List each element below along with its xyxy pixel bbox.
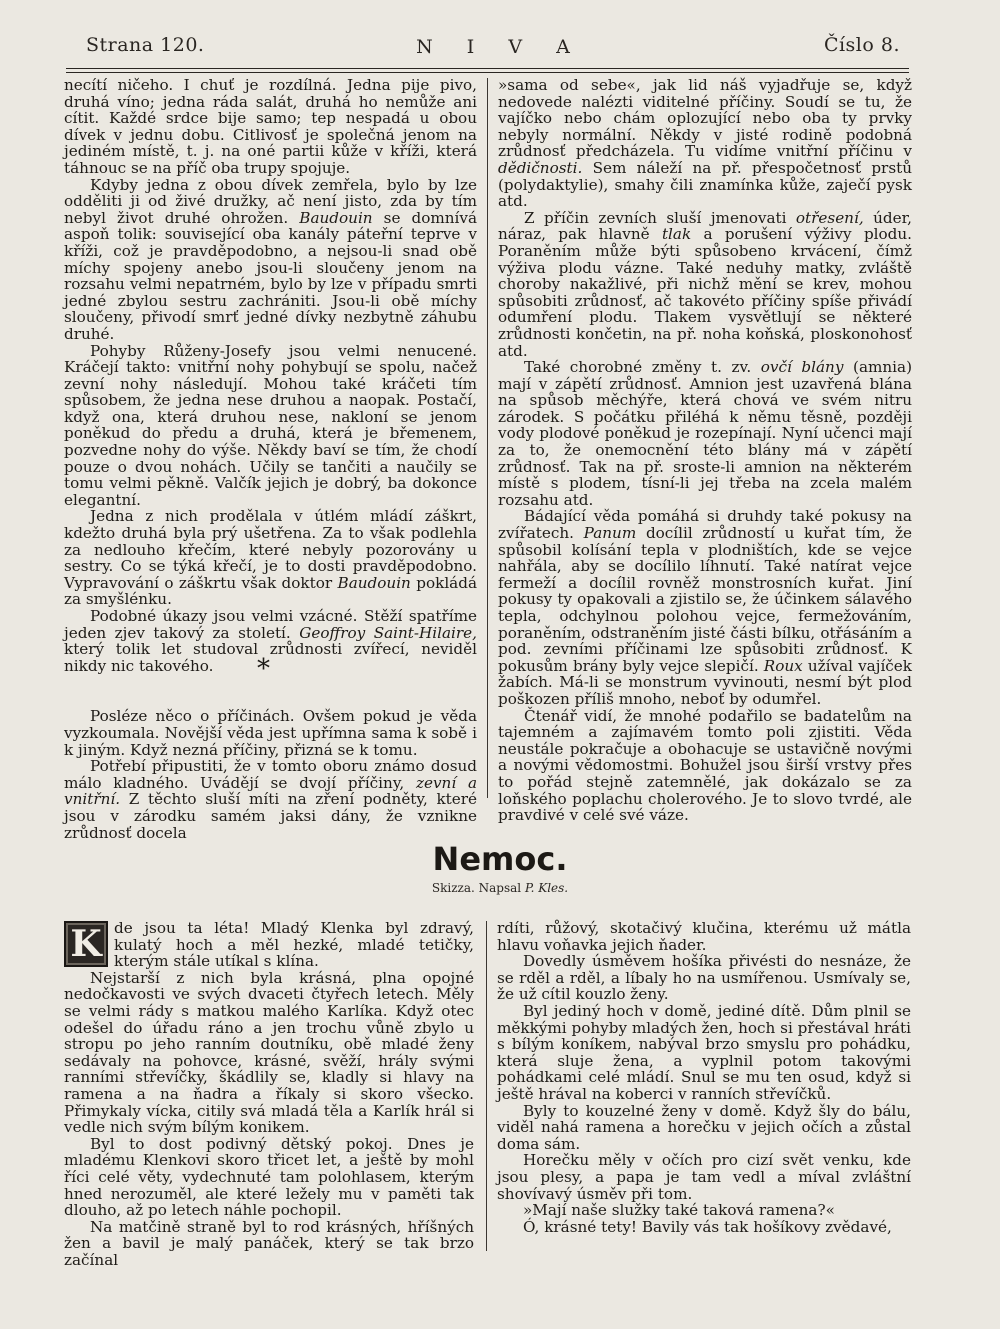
column-divider-top: [487, 78, 488, 798]
paragraph: Dovedly úsměvem hošíka přivésti do nesnáze, že se rděl a rděl, a líbaly ho na usmířenou. Usmívaly se, že už cítil kouzlo ženy.: [497, 952, 911, 1004]
paragraph: Nejstarší z nich byla krásná, plna opojné nedočkavosti ve svých dvaceti čtyřech letech. Měly se velmi rády s matkou malého Karlíka. Když otec odešel do úřadu ráno a jen trochu vůně zbylo u stropu po jeho ranním doutníku, obě mladé ženy sedávaly na pohovce, krásné, svěží, hrály svými ranními střevíčky, škádlily se, kladly si hlavy na ramena a na ňadra a říkaly si skoro všecko. Přimykaly vícka, citily svá mladá těla a Karlík hrál si vedle nich svým bílým konikem.: [64, 968, 474, 1137]
paragraph: K de jsou ta léta! Mladý Klenka byl zdravý, kulatý hoch a měl hezké, mladé tetičky, kterým stále utíkal s klína.: [64, 920, 474, 970]
issue-number: Číslo 8.: [823, 34, 900, 56]
paragraph: Posléze něco o příčinách. Ovšem pokud je věda vyzkoumala. Novější věda jest upřímna sama k sobě i k jiným. Když nezná příčiny, přizná se k tomu.: [64, 707, 477, 759]
paragraph: necítí ničeho. I chuť je rozdílná. Jedna pije pivo, druhá víno; jedna ráda salát, druhá ho nemůže ani cítit. Každé srdce bije samo; tep nespadá u obou dívek v jednu dobu. Citlivosť je společná jenom na jediném místě, t. j. na oné partii kůže v kříži, která táhnouc se na příč oba trupy spojuje.: [64, 76, 477, 177]
header-rule-double: [66, 72, 909, 73]
paragraph: Byl to dost podivný dětský pokoj. Dnes je mladému Klenkovi skoro třicet let, a ještě by mohl říci celé věty, vydechnuté tam polohlasem, kterým hned nerozuměl, ale které ležely mu v paměti tak dlouho, až po letech náhle pochopil.: [64, 1134, 474, 1220]
paragraph: Horečku měly v očích pro cizí svět venku, kde jsou plesy, a papa je tam vedl a míval zvláštní shovívavý úsměv při tom.: [497, 1151, 911, 1203]
term-pressure: tlak: [661, 225, 692, 244]
paragraph: Pohyby Růženy-Josefy jsou velmi nenucené. Kráčejí takto: vnitřní nohy pohybují se spolu, načež zevní nohy následují. Mohou také kráčeti tím spůsobem, že jedna nese druhou a naopak. Postačí, když ona, která druhou nese, nakloní se jenom poněkud do předu a druhá, která je břemenem, pozvedne nohy do výše. Někdy baví se tím, že chodí pouze o dvou nohách. Učily se tančiti a naučily se tomu velmi pěkně. Valčík jejich je dobrý, ba dokonce elegantní.: [64, 341, 477, 509]
journal-title: N I V A: [416, 36, 584, 58]
paragraph: Bádající věda pomáhá si druhdy také pokusy na zvířatech. Panum docílil zrůdností u kuřat tím, že spůsobil kolísání tepla v plodništích, kde se vejce nahřála, aby se docílilo líhnutí. Také natírat vejce fermeží a docílil rovněž monstrosních kuřat. Jiní pokusy ty opakovali a zjistilo se, že účinkem sálavého tepla, odchylnou polohou vejce, fermežováním, poraněním, odstraněním jisté části bílku, otřásáním a pod. zevními příčinami lze spůsobiti zrůdnosť. K pokusům brány byly vejce slepičí. Roux užíval vajíček žabích. Má-li se monstrum vyvinouti, nesmí být plod poškozen příliš mnoho, neboť by odumřel.: [498, 507, 913, 708]
name-baudouin-2: Baudouin: [337, 573, 411, 592]
name-geoffroy: Geoffroy Saint-Hilaire,: [299, 623, 477, 642]
paragraph: Byl jediný hoch v domě, jediné dítě. Dům plnil se měkkými pohyby mladých žen, hoch si přestával hráti s bílým koníkem, nabýval brzo smyslu pro pohádku, která sluje žena, a vyplnil potom takovými pohádkami celé mládí. Snul se mu ten osud, když si ještě hrával na koberci v ranních střevíčků.: [497, 1001, 911, 1103]
header-rule: [66, 68, 909, 69]
term-amnion: ovčí blány: [760, 358, 844, 377]
paragraph: Z příčin zevních sluší jmenovati otřesení, úder, náraz, pak hlavně tlak a porušení výživy plodu. Poraněním může býti spůsobeno krvácení, čímž výživa plodu vázne. Také neduhy matky, zvláště choroby nakažlivé, při nichž mění se krev, mohou spůsobiti zrůdnosť, ač takovéto příčiny spíše přivádí odumření plodu. Tlakem vysvětlují se některé zrůdnosti končetin, na př. noha koňská, ploskonohosť atd.: [498, 208, 913, 360]
name-baudouin: Baudouin: [299, 208, 373, 227]
column-divider-bottom: [486, 921, 487, 1251]
article-title: Nemoc.: [432, 840, 568, 878]
author-name: P. Kles.: [524, 881, 569, 895]
article-byline: Skizza. Napsal P. Kles.: [431, 881, 569, 895]
name-roux: Roux: [763, 656, 803, 675]
paragraph: »sama od sebe«, jak lid náš vyjadřuje se, když nedovede nalézti viditelné příčiny. Soudí se tu, že vajíčko nebo chám oplozující nebo oba ty prvky nebyly normální. Někdy v jisté rodině podobná zrůdnosť předcházela. Tu vidíme vnitřní příčinu v dědičnosti. Sem náleží na př. přespočetnosť prstů (polydaktylie), smahy čili znamínka kůže, zaječí pysk atd.: [498, 76, 912, 211]
column-left-top: [64, 77, 477, 841]
paragraph: Ó, krásné tety! Bavily vás tak hošíkovy zvědavé,: [523, 1217, 892, 1236]
causes-emphasis: zevní a vnitřní.: [64, 773, 478, 809]
term-shock: otřesení,: [795, 208, 864, 227]
paragraph: rdíti, růžový, skotačivý klučina, kterému už mátla hlavu voňavka jejich ňader.: [497, 919, 911, 954]
paragraph: Na matčině straně byl to rod krásných, hříšných žen a bavil je malý panáček, který se tak brzo začínal: [64, 1217, 474, 1269]
column-right-top: [498, 77, 912, 824]
paragraph: »Mají naše služky také taková ramena?«: [523, 1201, 835, 1220]
dropcap-letter: K: [64, 921, 108, 967]
column-left-bottom: [64, 920, 474, 1268]
section-asterisk: *: [257, 654, 270, 684]
term-heredity: dědičnosti.: [498, 158, 583, 177]
paragraph: Jedna z nich prodělala v útlém mládí záškrt, kdežto druhá byla prý ušetřena. Za to však podlehla za nedlouho křečím, které nebyly pozorovány u sestry. Co se týká křečí, je to dosti pravděpodobno. Vypravování o záškrtu však doktor Baudouin pokládá za smyšlénku.: [64, 507, 478, 609]
paragraph: Čtenář vidí, že mnohé podařilo se badatelům na tajemném a zajímavém tomto poli zjistiti. Věda neustále pokračuje a obohacuje se ustavičně novými a novými vědomostmi. Bohužel jsou širší vrstvy přes to pořád stejně zatemnělé, jak dokázalo se za loňského poplachu cholerového. Je to slovo tvrdé, ale pravdivé v celé své váze.: [498, 706, 912, 825]
paragraph: Podobné úkazy jsou velmi vzácné. Stěží spatříme jeden zjev takový za století. Geoffroy Saint-Hilaire, který tolik let studoval zrůdnosti zvířecí, neviděl nikdy nic takového.: [64, 607, 477, 675]
column-right-bottom: [497, 920, 911, 1235]
page-number: Strana 120.: [86, 34, 205, 56]
paragraph: Také chorobné změny t. zv. ovčí blány (amnia) mají v zápětí zrůdnosť. Amnion jest uzavřená blána na spůsob měchýře, která chová ve svém nitru zárodek. S počátku přiléhá k němu těsně, později vody plodové poněkud je rozepínají. Nyní učenci mají za to, že onemocnění této blány má v zápětí zrůdnosť. Tak na př. sroste-li amnion na některém místě s plodem, tísní-li jej třeba na zcela malém rozsahu atd.: [498, 358, 913, 509]
paragraph: Kdyby jedna z obou dívek zemřela, bylo by lze odděliti ji od živé družky, ač není jisto, zda by tím nebyl život druhé ohrožen. Baudouin se domnívá aspoň tolik: související oba kanály páteřní teprve v kříži, což je pravděpodobno, a nejsou-li snad obě míchy spojeny anebo jsou-li sloučeny jenom na rozsahu velmi nepatrném, bylo by lze v případu smrti jedné zbylou sestru zachrániti. Jsou-li obě míchy sloučeny, přivodí smrť jedné dívky nezbytně záhubu druhé.: [64, 175, 478, 343]
paragraph: Potřebí připustiti, že v tomto oboru známo dosud málo kladného. Uvádějí se dvojí příčiny, zevní a vnitřní. Z těchto sluší míti na zření podněty, které jsou v zárodku samém jaksi dány, že vznikne zrůdnosť docela: [64, 757, 478, 842]
section-spacer: [64, 674, 477, 708]
name-panum: Panum: [583, 524, 637, 543]
paragraph: Byly to kouzelné ženy v domě. Když šly do bálu, viděl nahá ramena a horečku v jejich očích a zůstal doma sám.: [497, 1101, 911, 1153]
